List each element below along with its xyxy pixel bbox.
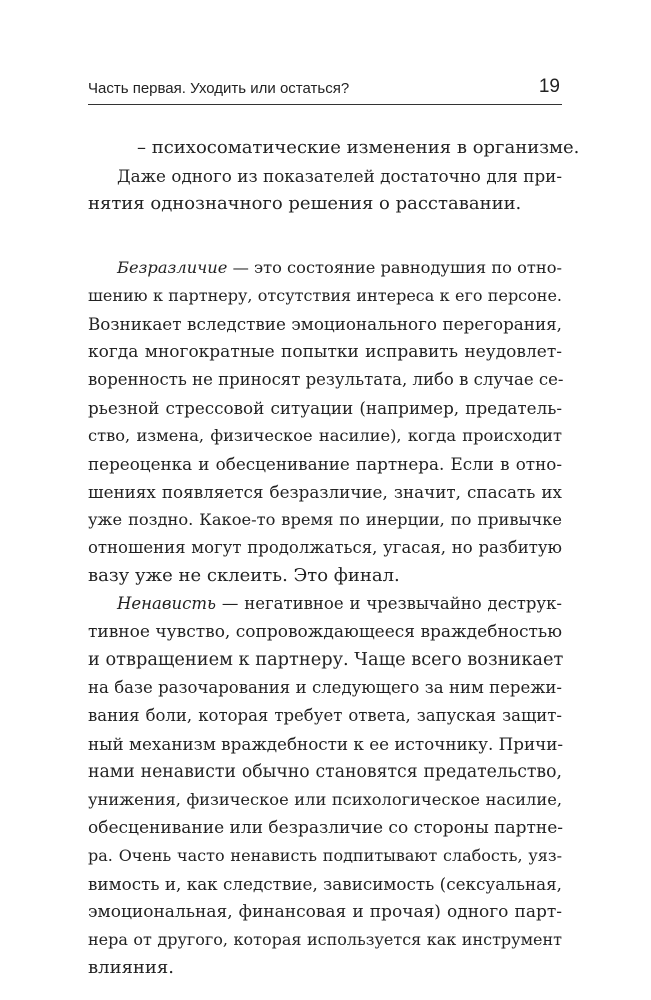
indifference-first-line: [117, 254, 562, 282]
header-divider: [88, 104, 562, 105]
paragraph-line: вания боли, которая требует ответа, запуская защит-: [88, 706, 562, 725]
paragraph-line: тивное чувство, сопровождающееся враждебностью: [88, 622, 562, 642]
term-hatred: Ненависть: [117, 594, 216, 613]
paragraph-line: и отвращением к партнеру. Чаще всего возникает: [88, 650, 564, 670]
paragraph-line: рьезной стрессовой ситуации (например, предатель-: [88, 398, 562, 418]
paragraph-line: шениях появляется безразличие, значит, спасать их: [88, 482, 562, 502]
paragraph-line: ство, измена, физическое насилие), когда происходит: [88, 426, 562, 445]
paragraph-line: когда многократные попытки исправить неудовлет-: [88, 342, 562, 362]
paragraph-line: обесценивание или безразличие со стороны партне-: [88, 818, 564, 838]
paragraph-line: на базе разочарования и следующего за ним пережи-: [88, 678, 562, 697]
chapter-title: Часть первая. Уходить или остаться?: [88, 80, 350, 97]
definition-start: — это состояние равнодушия по отно-: [227, 258, 562, 277]
paragraph-line: нятия однозначного решения о расставании.: [88, 193, 522, 214]
paragraph-line: вазу уже не склеить. Это финал.: [88, 565, 400, 586]
paragraph-line: Даже одного из показателей достаточно для при-: [117, 166, 562, 186]
hatred-first-line: [117, 590, 562, 618]
paragraph-line: нера от другого, которая используется как инструмент: [88, 930, 562, 949]
bullet-item: – психосоматические изменения в организме.: [137, 137, 580, 158]
page-number: 19: [538, 76, 560, 97]
paragraph-line: ный механизм враждебности к ее источнику. Причи-: [88, 734, 564, 754]
paragraph-line: шению к партнеру, отсутствия интереса к его персоне.: [88, 286, 562, 305]
paragraph-line: эмоциональная, финансовая и прочая) одного парт-: [88, 902, 562, 922]
paragraph-line: влияния.: [88, 957, 174, 978]
definition-start: — негативное и чрезвычайно деструк-: [215, 594, 562, 613]
paragraph-line: вимость и, как следствие, зависимость (сексуальная,: [88, 874, 562, 894]
term-indifference: Безразличие: [117, 258, 228, 277]
paragraph-line: отношения могут продолжаться, угасая, но разбитую: [88, 538, 562, 557]
paragraph-line: уже поздно. Какое-то время по инерции, по привычке: [88, 510, 562, 529]
paragraph-line: ра. Очень часто ненависть подпитывают слабость, уяз-: [88, 846, 562, 865]
paragraph-line: унижения, физическое или психологическое насилие,: [88, 790, 562, 809]
paragraph-line: Возникает вследствие эмоционального перегорания,: [88, 314, 562, 334]
paragraph-line: нами ненависти обычно становятся предательство,: [88, 762, 562, 782]
paragraph-line: переоценка и обесценивание партнера. Если в отно-: [88, 454, 562, 474]
paragraph-line: воренность не приносят результата, либо в случае се-: [88, 370, 564, 389]
